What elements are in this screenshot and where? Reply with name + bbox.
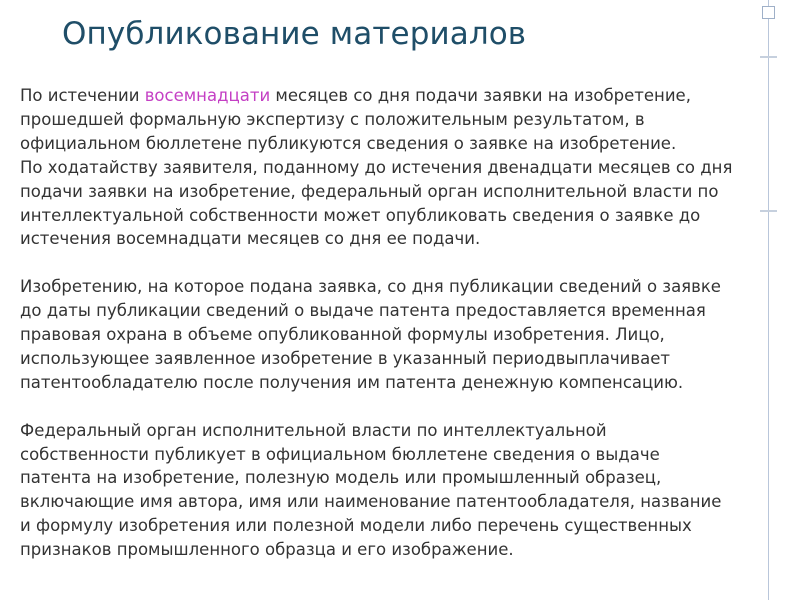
text-line: патентообладателю после получения им патента денежную компенсацию. (20, 372, 684, 392)
text-line: использующее заявленное изобретение в указанный периодвыплачивает (20, 348, 671, 368)
text-line: Федеральный орган исполнительной власти по интеллектуальной (20, 420, 607, 440)
text-line: подачи заявки на изобретение, федеральный орган исполнительной власти по (20, 181, 719, 201)
highlighted-term: восемнадцати (144, 86, 271, 105)
text-line: и формулу изобретения или полезной модели либо перечень существенных (20, 516, 692, 536)
text-line: Изобретению, на которое подана заявка, со дня публикации сведений о заявке (20, 277, 721, 297)
text-line: прошедшей формальную экспертизу с положительным результатом, в (20, 109, 645, 129)
text-line: признаков промышленного образца и его изображение. (20, 540, 514, 560)
paragraph-temporary-protection (20, 275, 780, 395)
paragraph-patent-bulletin (20, 419, 780, 562)
slide-title: Опубликование материалов (62, 16, 527, 52)
decorative-corner-square (762, 6, 775, 19)
text-line: патента на изобретение, полезную модель или промышленный образец, (20, 468, 662, 488)
text-line: истечения восемнадцати месяцев со дня ее подачи. (20, 229, 481, 249)
text-line: интеллектуальной собственности может опубликовать сведения о заявке до (20, 205, 701, 225)
text-line: правовая охрана в объеме опубликованной формулы изобретения. Лицо, (20, 325, 665, 345)
paragraph-publication-timing (20, 84, 780, 251)
text-line: По ходатайству заявителя, поданному до истечения двенадцати месяцев со дня (20, 157, 733, 177)
text-line: По истечении восемнадцати месяцев со дня подачи заявки на изобретение, (20, 86, 691, 105)
text-line: собственности публикует в официальном бюллетене сведения о выдаче (20, 444, 660, 464)
decorative-dash (760, 56, 777, 58)
text-line: включающие имя автора, имя или наименование патентообладателя, название (20, 492, 722, 512)
text-line: до даты публикации сведений о выдаче патента предоставляется временная (20, 301, 706, 321)
text-line: официальном бюллетене публикуются сведения о заявке на изобретение. (20, 133, 677, 153)
slide-body (20, 84, 780, 562)
